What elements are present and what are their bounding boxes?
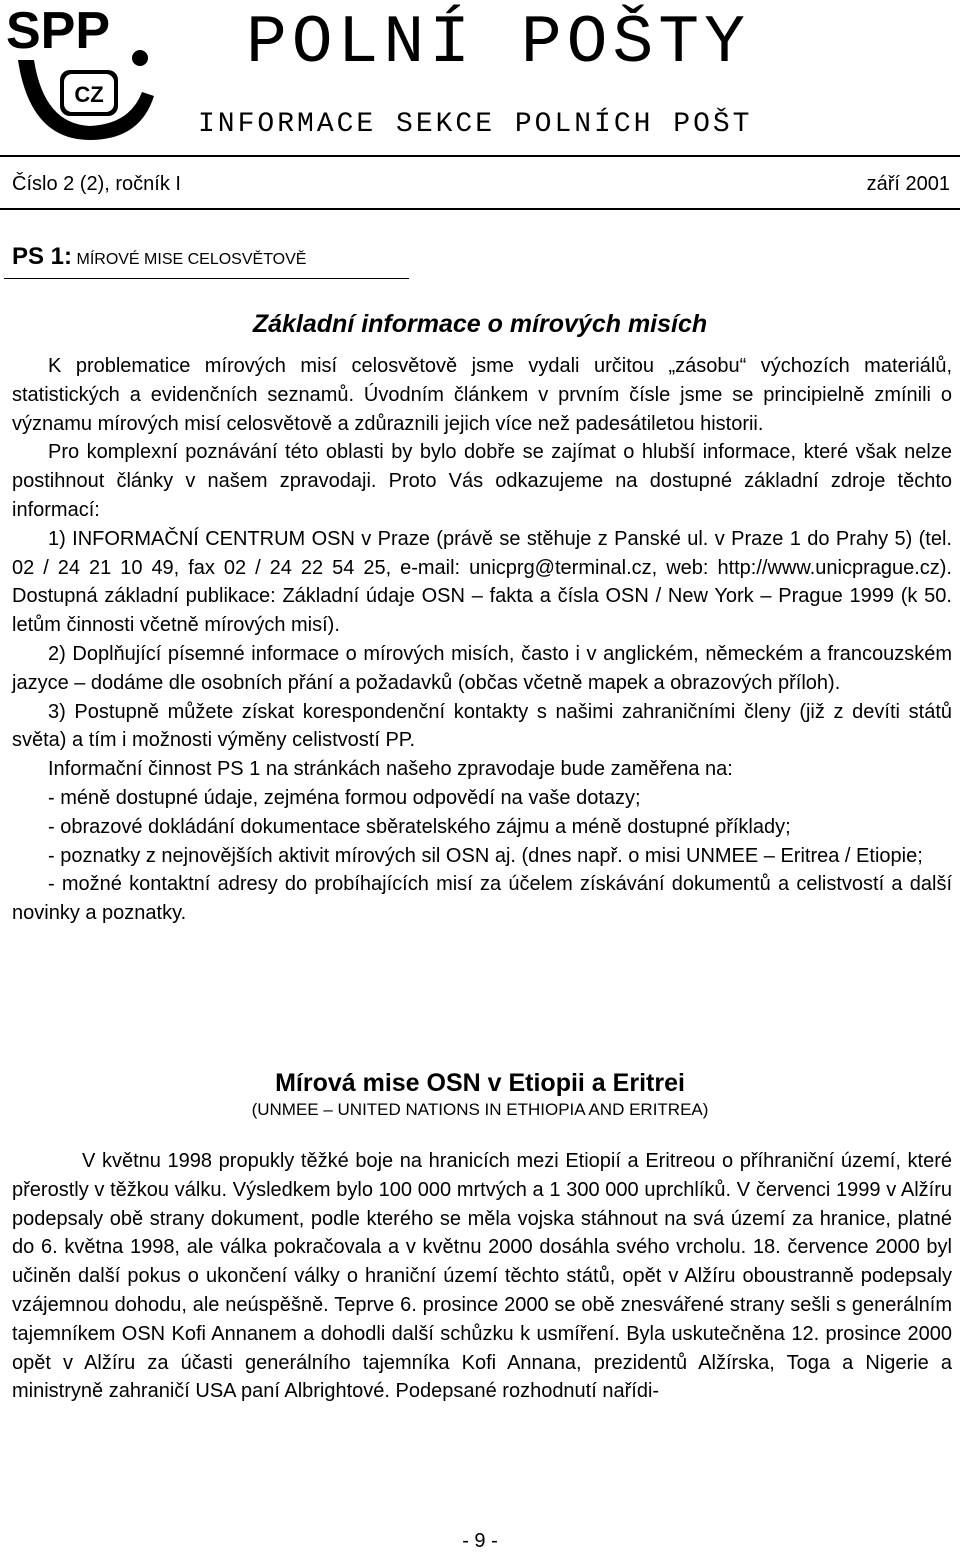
issue-date: září 2001 [866, 173, 950, 195]
paragraph: 3) Postupně můžete získat korespondenční kontakty s našimi zahraničními členy (již z devíti států světa) a tím i možnosti výměny celistvostí PP. [12, 700, 952, 752]
issue-rule [0, 208, 960, 210]
issue-number: Číslo 2 (2), ročník I [12, 173, 181, 195]
paragraph: K problematice mírových misí celosvětově jsme vydali určitou „zásobu“ výchozích materiálů, statistických a evidenčních seznamů. Úvodním článkem v prvním čísle jsme se principielně zmínili o významu mírových misí celosvětově a zdůraznili jejich více než padesátiletou historii. [12, 355, 952, 435]
article-2-body [12, 1147, 952, 1406]
paragraph: Pro komplexní poznávání této oblasti by bylo dobře se zajímat o hlubší informace, které však nelze postihnout články v našem zpravodaji. Proto Vás odkazujeme na dostupné základní zdroje těchto informací: [12, 441, 952, 521]
article-2-title: Mírová mise OSN v Etiopii a Eritrei [275, 1069, 685, 1097]
list-item: - méně dostupné údaje, zejména formou odpovědí na vaše dotazy; [48, 786, 641, 809]
paragraph: 1) INFORMAČNÍ CENTRUM OSN v Praze (právě se stěhuje z Panské ul. v Praze 1 do Prahy 5) (tel. 02 / 24 21 10 49, fax 02 / 24 22 54 25, e-mail: unicprg@terminal.cz, web: http://www.unicprague.cz). Dostupná základní publikace: Základní údaje OSN – fakta a čísla OSN / New York – Prague 1999 (k 50. letům činnosti včetně mírových misí). [12, 527, 952, 637]
logo-text: SPP [6, 2, 111, 60]
list-item: - obrazové dokládání dokumentace sběratelského zájmu a méně dostupné příklady; [48, 815, 791, 838]
spp-logo [4, 0, 164, 148]
page-number: - 9 - [462, 1530, 498, 1552]
logo-badge: CZ [74, 82, 104, 107]
list-item: - možné kontaktní adresy do probíhajících misí za účelem získávání dokumentů a celistvostí a další novinky a poznatky. [12, 873, 952, 925]
paragraph: 2) Doplňující písemné informace o mírových misích, často i v anglickém, německém a francouzském jazyce – dodáme dle osobních přání a požadavků (občas včetně mapek a obrazových příloh). [12, 642, 952, 694]
paragraph: V květnu 1998 propukly těžké boje na hranicích mezi Etiopií a Eritreou o příhraniční území, které přerostly v těžkou válku. Výsledkem bylo 100 000 mrtvých a 1 300 000 uprchlíků. V červenci 1999 v Alžíru podepsaly obě strany dokument, podle kterého se měla vojska stáhnout na svá území za hranice, platné do 6. května 1998, ale válka pokračovala a v květnu 2000 dosáhla svého vrcholu. 18. července 2000 byl učiněn další pokus o ukončení války o hraniční území těchto států, opět v Alžíru oboustranně podepsaly vzájemnou dohodu, ale neúspěšně. Teprve 6. prosince 2000 se obě znesvářené strany sešli s generálním tajemníkem OSN Kofi Annanem a dohodli další schůzku k usmíření. Byla uskutečněna 12. prosince 2000 opět v Alžíru za účasti generálního tajemníka Kofi Annana, prezidentů Alžírska, Toga a Nigerie a ministryně zahraničí USA paní Albrightové. Podepsané rozhodnutí nařídi- [12, 1150, 952, 1403]
list-item: - poznatky z nejnovějších aktivit mírových sil OSN aj. (dnes např. o misi UNMEE – Eritrea / Etiopie; [48, 844, 923, 867]
paragraph: Informační činnost PS 1 na stránkách našeho zpravodaje bude zaměřena na: [48, 758, 733, 781]
section-rule [4, 278, 409, 279]
article-1-title: Základní informace o mírových misích [252, 310, 708, 338]
header-rule [0, 155, 960, 157]
section-code: PS 1: [12, 243, 73, 270]
masthead-title: POLNÍ POŠTY [246, 5, 750, 82]
masthead-subtitle: INFORMACE SEKCE POLNÍCH POŠT [198, 109, 753, 140]
section-heading [12, 243, 306, 271]
article-2-subtitle: (UNMEE – UNITED NATIONS IN ETHIOPIA AND ERITREA) [251, 1100, 709, 1119]
section-name: MÍROVÉ MISE CELOSVĚTOVĚ [76, 251, 307, 268]
article-1-body [12, 352, 952, 928]
